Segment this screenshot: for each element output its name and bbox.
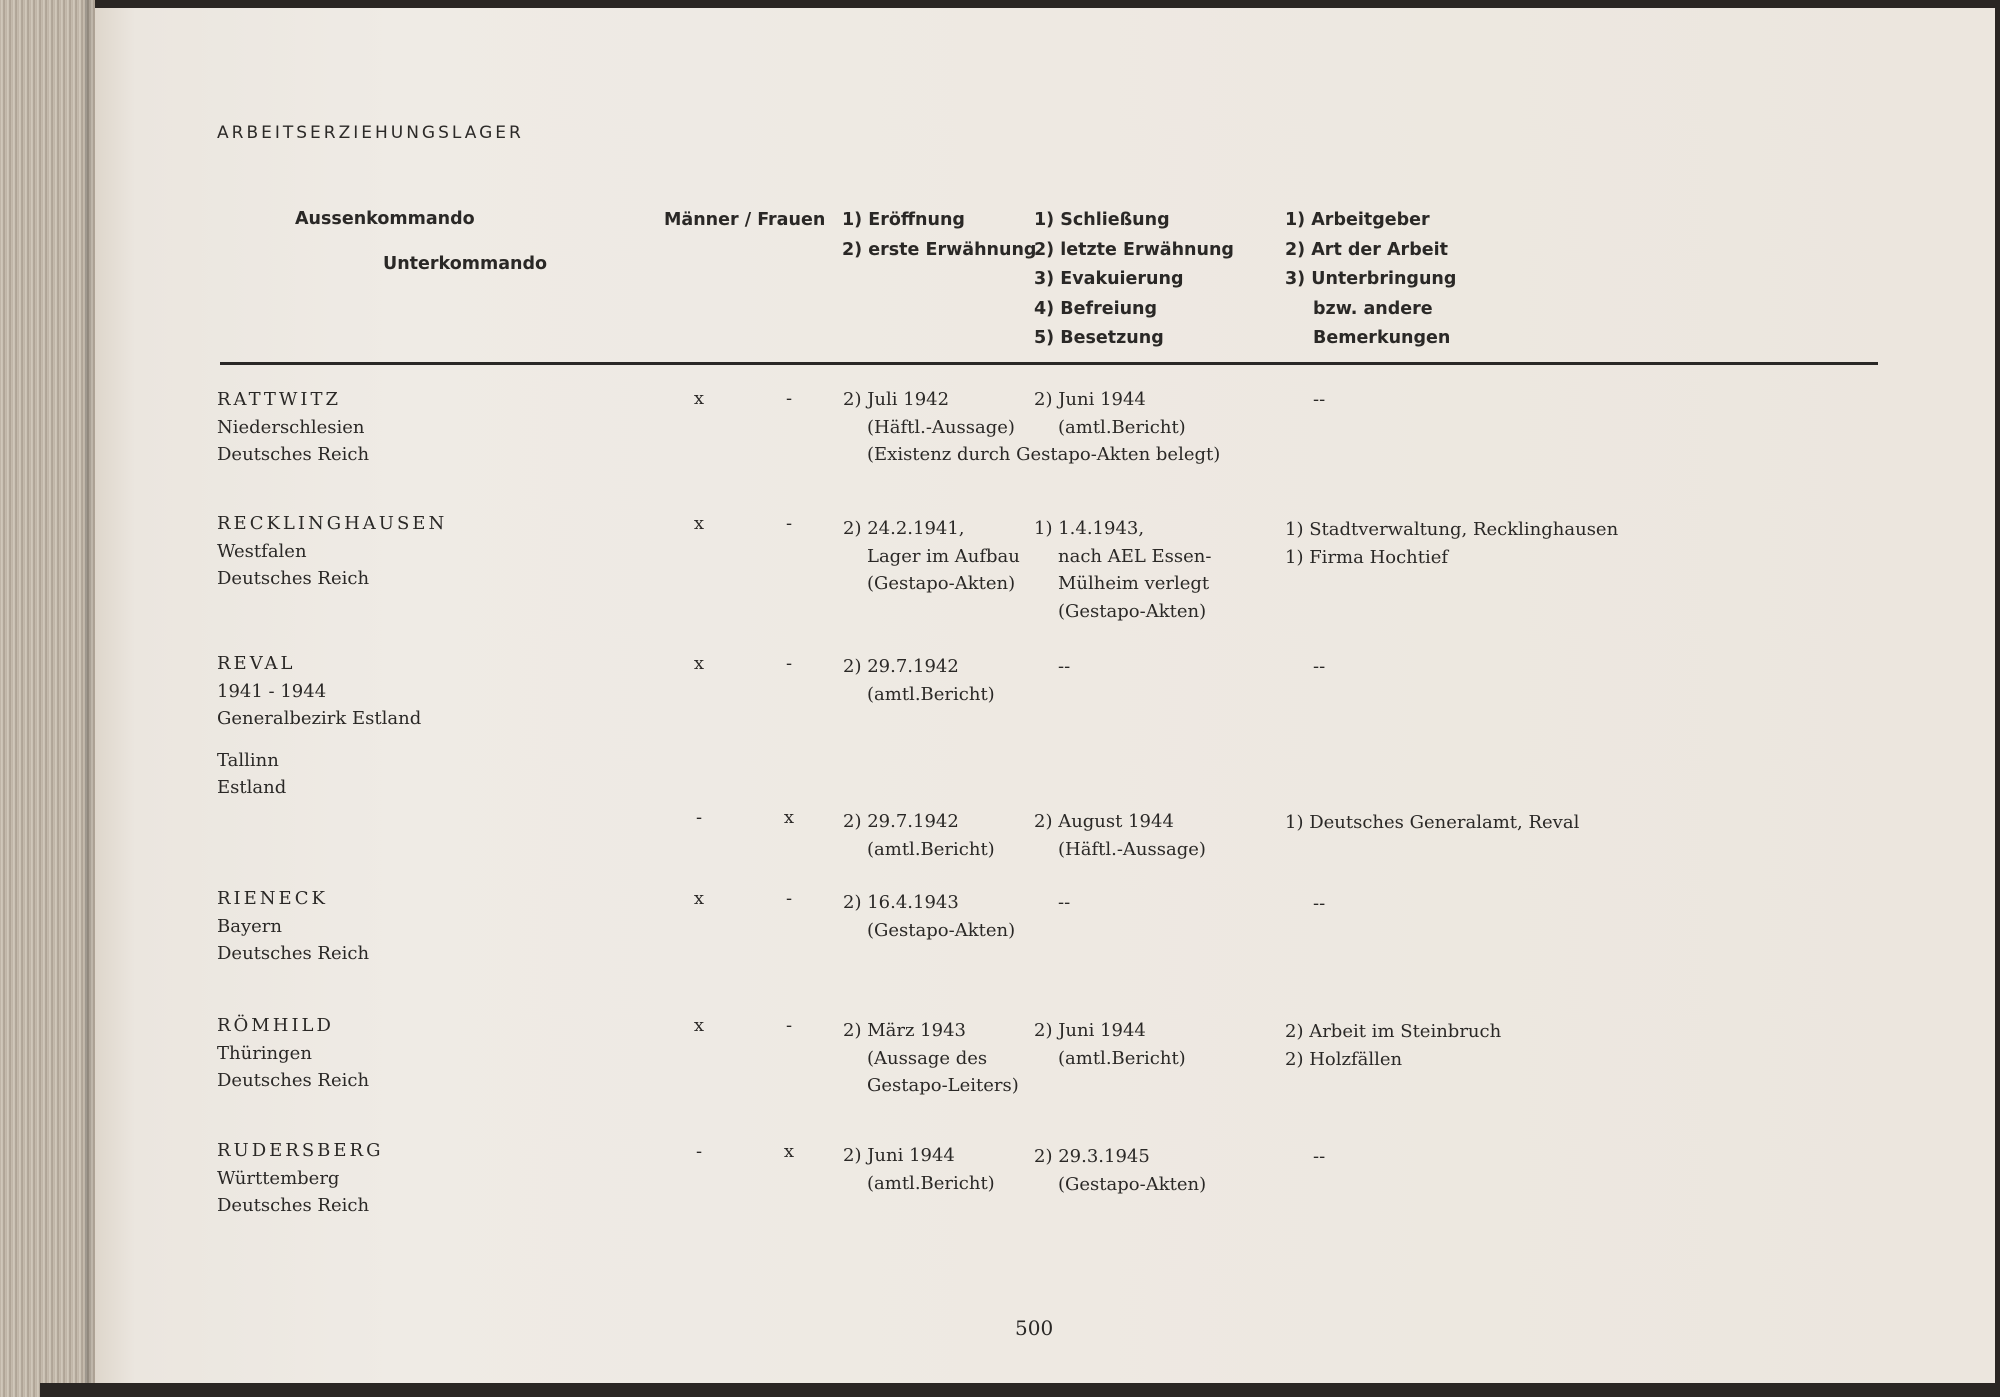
opening-line: Lager im Aufbau [867, 545, 1020, 567]
closing-line: 2) Juni 1944 [1034, 1020, 1146, 1041]
header-closing-line: 4) Befreiung [1034, 298, 1158, 319]
women-mark: - [785, 1015, 793, 1036]
closing-line: 1) 1.4.1943, [1034, 518, 1145, 539]
table-row-place [217, 885, 369, 968]
place-line: Deutsches Reich [217, 943, 370, 964]
men-mark: - [695, 1141, 703, 1162]
header-remarks [1285, 206, 1456, 354]
remarks-cell [1313, 386, 1325, 414]
closing-cell [1034, 1143, 1206, 1198]
closing-cell [1034, 1017, 1186, 1072]
remarks-cell [1285, 1018, 1501, 1073]
header-closing-line: 2) letzte Erwähnung [1034, 239, 1234, 260]
camp-name: RUDERSBERG [217, 1140, 384, 1161]
closing-cell [1058, 653, 1070, 681]
women-mark: - [785, 653, 793, 674]
header-opening [842, 206, 1036, 265]
header-remarks-line: bzw. andere [1313, 298, 1433, 319]
place-line: Thüringen [217, 1042, 312, 1064]
page-shadow [40, 1383, 2000, 1397]
opening-line: (Häftl.-Aussage) [867, 416, 1015, 438]
opening-line: 2) März 1943 [843, 1020, 966, 1041]
men-mark: x [693, 1015, 705, 1036]
closing-line: (amtl.Bericht) [1058, 416, 1186, 438]
closing-line: (Häftl.-Aussage) [1058, 838, 1206, 860]
section-title: ARBEITSERZIEHUNGSLAGER [217, 123, 524, 143]
book-page-edges [0, 0, 95, 1397]
remarks-cell [1285, 809, 1579, 837]
header-closing-line: 5) Besetzung [1034, 328, 1164, 348]
closing-line: (Gestapo-Akten) [1058, 1173, 1207, 1195]
table-row-place [217, 386, 369, 469]
place-spacer [217, 733, 421, 747]
men-mark: x [693, 653, 705, 674]
place-line: Deutsches Reich [217, 568, 370, 589]
men-mark: x [693, 388, 705, 409]
closing-line: Mülheim verlegt [1058, 573, 1210, 594]
remarks-line: 1) Firma Hochtief [1285, 546, 1449, 568]
opening-line: 2) Juli 1942 [843, 389, 950, 410]
men-mark: x [693, 888, 705, 909]
remarks-line: 2) Holzfällen [1285, 1048, 1403, 1070]
remarks-line: 1) Stadtverwaltung, Recklinghausen [1285, 519, 1619, 540]
remarks-cell [1313, 890, 1325, 918]
header-closing-line: 1) Schließung [1034, 210, 1170, 230]
opening-line: 2) 24.2.1941, [843, 518, 965, 539]
place-line: Tallinn [217, 749, 279, 771]
remarks-line: -- [1313, 1146, 1326, 1167]
opening-line: (amtl.Bericht) [867, 683, 995, 705]
remarks-line: -- [1313, 656, 1326, 677]
camp-name: RECKLINGHAUSEN [217, 513, 448, 534]
opening-line: (Aussage des [867, 1047, 988, 1069]
opening-cell [843, 889, 1015, 944]
place-line: Deutsches Reich [217, 1195, 370, 1216]
remarks-line: -- [1313, 893, 1326, 914]
remarks-cell [1313, 653, 1325, 681]
header-unterkommando: Unterkommando [383, 254, 548, 274]
place-line: 1941 - 1944 [217, 680, 327, 702]
opening-line: (Gestapo-Akten) [867, 919, 1016, 941]
closing-line: 2) 29.3.1945 [1034, 1146, 1150, 1167]
opening-line: (amtl.Bericht) [867, 1172, 995, 1194]
header-rule [220, 362, 1878, 365]
opening-cell [843, 1017, 1019, 1100]
remarks-line: 1) Deutsches Generalamt, Reval [1285, 812, 1580, 833]
women-mark: x [783, 1141, 795, 1162]
camp-name: RIENECK [217, 888, 328, 909]
header-opening-line: 2) erste Erwähnung [842, 239, 1037, 260]
camp-name: RÖMHILD [217, 1015, 334, 1036]
closing-line: nach AEL Essen- [1058, 545, 1212, 567]
header-closing [1034, 206, 1234, 354]
table-row-place [217, 1137, 383, 1220]
women-mark: - [785, 388, 793, 409]
opening-line: (Gestapo-Akten) [867, 573, 1016, 594]
place-line: Niederschlesien [217, 416, 365, 438]
opening-line: 2) 29.7.1942 [843, 811, 959, 832]
closing-cell [1034, 515, 1211, 625]
header-remarks-line: 1) Arbeitgeber [1285, 210, 1430, 230]
place-line: Deutsches Reich [217, 444, 370, 465]
closing-line: (amtl.Bericht) [1058, 1047, 1186, 1069]
men-mark: - [695, 807, 703, 828]
header-opening-line: 1) Eröffnung [842, 210, 965, 230]
table-row-place [217, 1012, 369, 1095]
remarks-cell [1285, 516, 1618, 571]
place-line: Bayern [217, 915, 282, 937]
closing-line: 2) August 1944 [1034, 811, 1174, 832]
camp-name: RATTWITZ [217, 389, 342, 410]
place-line: Westfalen [217, 540, 307, 562]
women-mark: - [785, 888, 793, 909]
closing-line: -- [1058, 656, 1071, 677]
opening-line: 2) 16.4.1943 [843, 892, 959, 913]
place-line: Estland [217, 777, 287, 798]
header-remarks-line: 3) Unterbringung [1285, 269, 1457, 289]
men-mark: x [693, 513, 705, 534]
closing-cell [1058, 889, 1070, 917]
closing-line: (Gestapo-Akten) [1058, 600, 1207, 622]
table-row-place [217, 510, 447, 593]
remarks-line: 2) Arbeit im Steinbruch [1285, 1021, 1502, 1042]
page-number: 500 [1015, 1316, 1054, 1340]
header-maenner-frauen: Männer / Frauen [664, 210, 826, 230]
remarks-line: -- [1313, 389, 1326, 410]
closing-cell [1034, 808, 1206, 863]
women-mark: x [783, 807, 795, 828]
camp-name: REVAL [217, 653, 296, 674]
place-line: Generalbezirk Estland [217, 708, 422, 729]
header-remarks-line: Bemerkungen [1313, 328, 1451, 348]
opening-cell [843, 808, 995, 863]
opening-cell [843, 653, 995, 708]
women-mark: - [785, 513, 793, 534]
table-row-place [217, 650, 421, 802]
opening-line: Gestapo-Leiters) [867, 1075, 1019, 1096]
closing-line: -- [1058, 892, 1071, 913]
opening-line: (Existenz durch Gestapo-Akten belegt) [867, 444, 1221, 465]
header-aussenkommando: Aussenkommando [295, 209, 475, 229]
place-line: Württemberg [217, 1167, 340, 1189]
header-remarks-line: 2) Art der Arbeit [1285, 239, 1448, 260]
closing-line: 2) Juni 1944 [1034, 389, 1146, 410]
remarks-cell [1313, 1143, 1325, 1171]
header-closing-line: 3) Evakuierung [1034, 269, 1184, 289]
opening-line: 2) Juni 1944 [843, 1145, 955, 1166]
opening-line: 2) 29.7.1942 [843, 656, 959, 677]
place-line: Deutsches Reich [217, 1070, 370, 1091]
closing-cell [1034, 386, 1186, 441]
opening-cell [843, 515, 1020, 598]
opening-line: (amtl.Bericht) [867, 838, 995, 860]
opening-cell [843, 1142, 995, 1197]
